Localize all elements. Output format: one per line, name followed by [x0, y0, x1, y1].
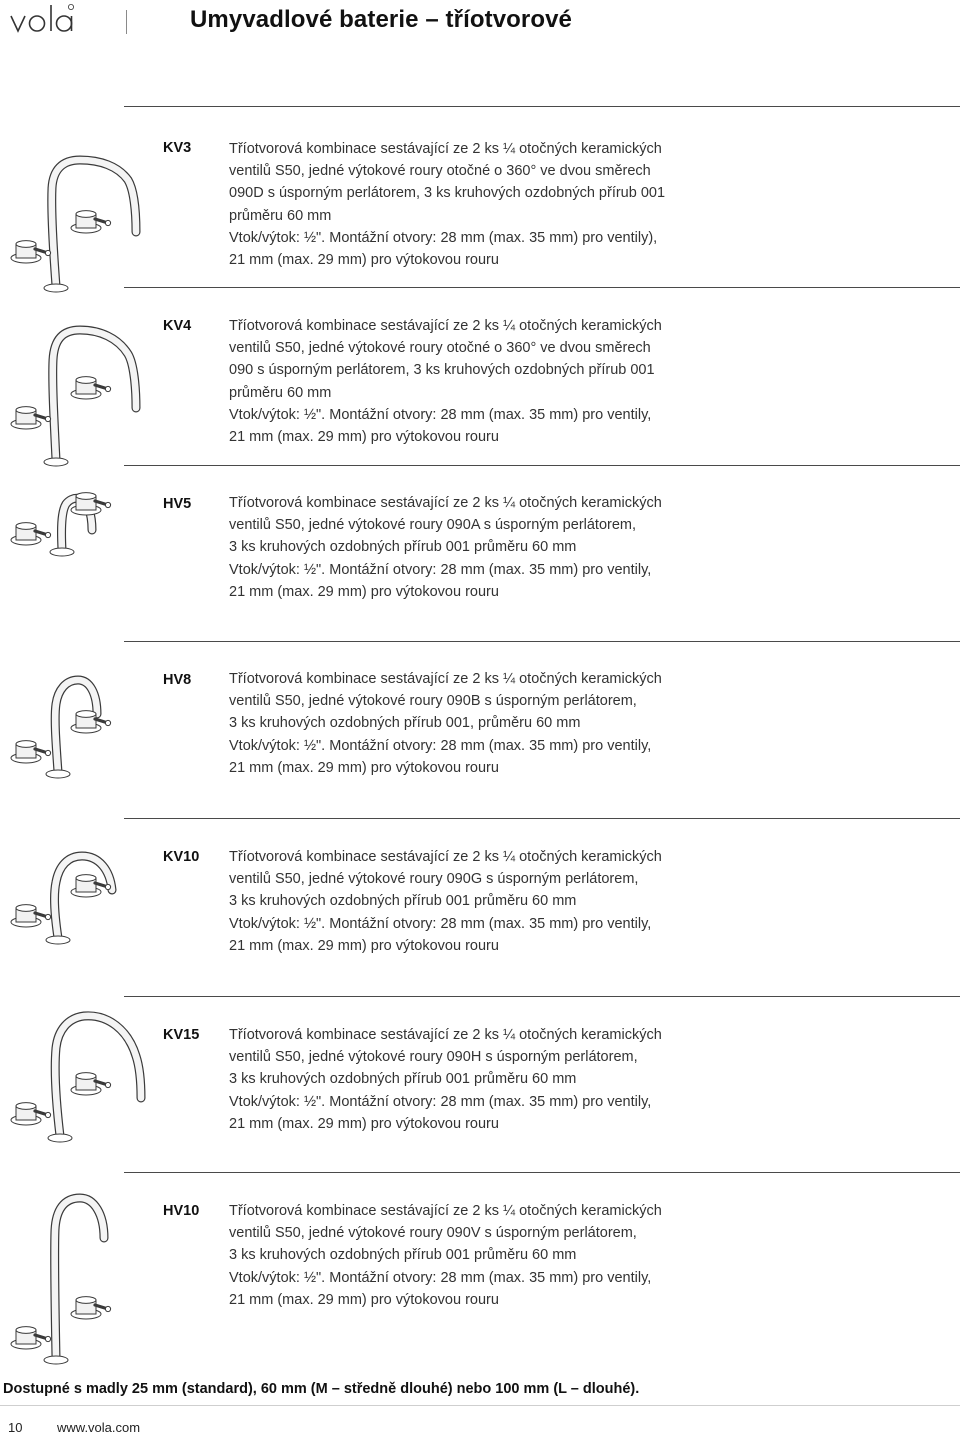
valve-lever-tip: [45, 250, 50, 255]
product-image: [4, 842, 154, 942]
cold-valve: [11, 523, 51, 545]
section-divider: [124, 996, 960, 997]
spout-body: [55, 1016, 141, 1136]
section-divider: [124, 106, 960, 107]
product-description: [229, 1200, 949, 1311]
valve-top: [76, 211, 96, 218]
product-code: HV8: [163, 672, 192, 688]
faucet-illustration: [4, 668, 154, 778]
valve-top: [76, 711, 96, 718]
description-line: 21 mm (max. 29 mm) pro výtokovou rouru: [229, 583, 499, 600]
description-line: 3 ks kruhových ozdobných přírub 001 průměru 60 mm: [229, 893, 577, 910]
valve-top: [76, 875, 96, 882]
hot-valve: [71, 711, 111, 733]
product-image: [4, 1186, 154, 1364]
description-line: 21 mm (max. 29 mm) pro výtokovou rouru: [229, 429, 499, 446]
valve-lever-tip: [105, 720, 110, 725]
faucet-illustration: [4, 312, 154, 444]
description-line: ventilů S50, jedné výtokové roury otočné o 360° ve dvou směrech: [229, 340, 651, 357]
product-code: KV15: [163, 1027, 200, 1043]
hot-valve: [71, 493, 111, 515]
description-line: 21 mm (max. 29 mm) pro výtokovou rouru: [229, 1291, 499, 1308]
valve-lever-tip: [105, 386, 110, 391]
spout-rosette: [46, 770, 70, 778]
product-image: [4, 312, 154, 444]
description-line: ventilů S50, jedné výtokové roury 090G s úsporným perlátorem,: [229, 871, 639, 888]
description-line: průměru 60 mm: [229, 384, 332, 401]
product-code: HV5: [163, 496, 192, 512]
product-code: KV4: [163, 318, 192, 334]
product-description: [229, 1024, 949, 1135]
description-line: ventilů S50, jedné výtokové roury otočné o 360° ve dvou směrech: [229, 163, 651, 180]
product-code: KV3: [163, 140, 192, 156]
section-divider: [124, 818, 960, 819]
cold-valve: [11, 1103, 51, 1125]
description-line: Vtok/výtok: ½". Montážní otvory: 28 mm (max. 35 mm) pro ventily,: [229, 406, 652, 423]
hot-valve: [71, 875, 111, 897]
product-image: [4, 668, 154, 778]
description-line: Vtok/výtok: ½". Montážní otvory: 28 mm (max. 35 mm) pro ventily,: [229, 561, 652, 578]
description-line: Vtok/výtok: ½". Montážní otvory: 28 mm (max. 35 mm) pro ventily),: [229, 229, 658, 246]
description-line: 21 mm (max. 29 mm) pro výtokovou rouru: [229, 759, 499, 776]
description-line: ventilů S50, jedné výtokové roury 090H s úsporným perlátorem,: [229, 1049, 638, 1066]
spout-rosette: [50, 548, 74, 556]
description-line: Tříotvorová kombinace sestávající ze 2 ks ¼ otočných keramických: [229, 849, 662, 865]
valve-lever-tip: [45, 1336, 50, 1341]
spout-outline: [55, 1198, 104, 1358]
product-image: [4, 150, 154, 278]
valve-lever-tip: [45, 914, 50, 919]
description-line: 3 ks kruhových ozdobných přírub 001, průměru 60 mm: [229, 715, 581, 732]
description-line: Tříotvorová kombinace sestávající ze 2 ks ¼ otočných keramických: [229, 495, 662, 511]
section-divider: [124, 1172, 960, 1173]
description-line: Vtok/výtok: ½". Montážní otvory: 28 mm (max. 35 mm) pro ventily,: [229, 1269, 652, 1286]
description-line: ventilů S50, jedné výtokové roury 090V s úsporným perlátorem,: [229, 1225, 637, 1242]
product-description: [229, 668, 949, 779]
description-line: Vtok/výtok: ½". Montážní otvory: 28 mm (max. 35 mm) pro ventily,: [229, 915, 652, 932]
faucet-illustration: [4, 842, 154, 942]
description-line: ventilů S50, jedné výtokové roury 090A s úsporným perlátorem,: [229, 517, 637, 534]
cold-valve: [11, 407, 51, 429]
description-line: průměru 60 mm: [229, 207, 332, 224]
description-line: Tříotvorová kombinace sestávající ze 2 ks ¼ otočných keramických: [229, 1027, 662, 1043]
valve-lever-tip: [105, 1306, 110, 1311]
page-number: 10: [8, 1420, 23, 1435]
description-line: Tříotvorová kombinace sestávající ze 2 ks ¼ otočných keramických: [229, 318, 662, 334]
spout-rosette: [44, 284, 68, 292]
valve-top: [16, 241, 36, 248]
valve-top: [16, 1327, 36, 1334]
hot-valve: [71, 211, 111, 233]
valve-top: [76, 493, 96, 500]
valve-top: [16, 741, 36, 748]
cold-valve: [11, 241, 51, 263]
cold-valve: [11, 905, 51, 927]
description-line: Tříotvorová kombinace sestávající ze 2 ks ¼ otočných keramických: [229, 141, 662, 157]
valve-top: [76, 1297, 96, 1304]
faucet-illustration: [4, 1006, 154, 1140]
description-line: 090 s úsporným perlátorem, 3 ks kruhových ozdobných přírub 001: [229, 362, 655, 379]
description-line: 3 ks kruhových ozdobných přírub 001 průměru 60 mm: [229, 1071, 577, 1088]
cold-valve: [11, 741, 51, 763]
valve-lever-tip: [105, 1082, 110, 1087]
description-line: 3 ks kruhových ozdobných přírub 001 průměru 60 mm: [229, 539, 577, 556]
vola-logo: [8, 2, 78, 38]
product-image: [4, 488, 154, 560]
product-description: [229, 492, 949, 603]
valve-top: [16, 905, 36, 912]
valve-lever-tip: [105, 884, 110, 889]
page-header: [0, 0, 960, 46]
description-line: Tříotvorová kombinace sestávající ze 2 ks ¼ otočných keramických: [229, 671, 662, 687]
product-code: KV10: [163, 849, 200, 865]
valve-top: [16, 523, 36, 530]
valve-top: [76, 1073, 96, 1080]
hot-valve: [71, 377, 111, 399]
valve-top: [16, 1103, 36, 1110]
product-description: [229, 138, 949, 271]
faucet-illustration: [4, 150, 154, 278]
section-divider: [124, 465, 960, 466]
description-line: Vtok/výtok: ½". Montážní otvory: 28 mm (max. 35 mm) pro ventily,: [229, 737, 652, 754]
valve-lever-tip: [105, 220, 110, 225]
section-divider: [124, 287, 960, 288]
cold-valve: [11, 1327, 51, 1349]
section-divider: [124, 641, 960, 642]
valve-top: [76, 377, 96, 384]
valve-lever-tip: [45, 416, 50, 421]
description-line: 21 mm (max. 29 mm) pro výtokovou rouru: [229, 252, 499, 269]
valve-top: [16, 407, 36, 414]
faucet-illustration: [4, 488, 154, 560]
product-code: HV10: [163, 1203, 200, 1219]
hot-valve: [71, 1073, 111, 1095]
product-image: [4, 1006, 154, 1140]
valve-lever-tip: [45, 532, 50, 537]
valve-lever-tip: [105, 502, 110, 507]
spout-rosette: [44, 458, 68, 466]
spout-rosette: [46, 936, 70, 944]
description-line: Tříotvorová kombinace sestávající ze 2 ks ¼ otočných keramických: [229, 1203, 662, 1219]
valve-lever-tip: [45, 1112, 50, 1117]
description-line: ventilů S50, jedné výtokové roury 090B s úsporným perlátorem,: [229, 693, 637, 710]
description-line: 21 mm (max. 29 mm) pro výtokovou rouru: [229, 937, 499, 954]
product-description: [229, 846, 949, 957]
page-title: Umyvadlové baterie – tříotvorové: [190, 6, 573, 33]
description-line: 090D s úsporným perlátorem, 3 ks kruhových ozdobných přírub 001: [229, 185, 666, 202]
footer-divider: [0, 1405, 960, 1406]
website-link[interactable]: www.vola.com: [57, 1420, 141, 1435]
header-divider: [126, 10, 127, 34]
spout-body: [55, 1198, 104, 1358]
availability-footnote: Dostupné s madly 25 mm (standard), 60 mm (M – středně dlouhé) nebo 100 mm (L – dlouhé).: [3, 1381, 640, 1397]
faucet-illustration: [4, 1186, 154, 1364]
description-line: 21 mm (max. 29 mm) pro výtokovou rouru: [229, 1115, 499, 1132]
description-line: 3 ks kruhových ozdobných přírub 001 průměru 60 mm: [229, 1247, 577, 1264]
spout-rosette: [44, 1356, 68, 1364]
valve-lever-tip: [45, 750, 50, 755]
spout-rosette: [48, 1134, 72, 1142]
product-description: [229, 315, 949, 448]
description-line: Vtok/výtok: ½". Montážní otvory: 28 mm (max. 35 mm) pro ventily,: [229, 1093, 652, 1110]
hot-valve: [71, 1297, 111, 1319]
